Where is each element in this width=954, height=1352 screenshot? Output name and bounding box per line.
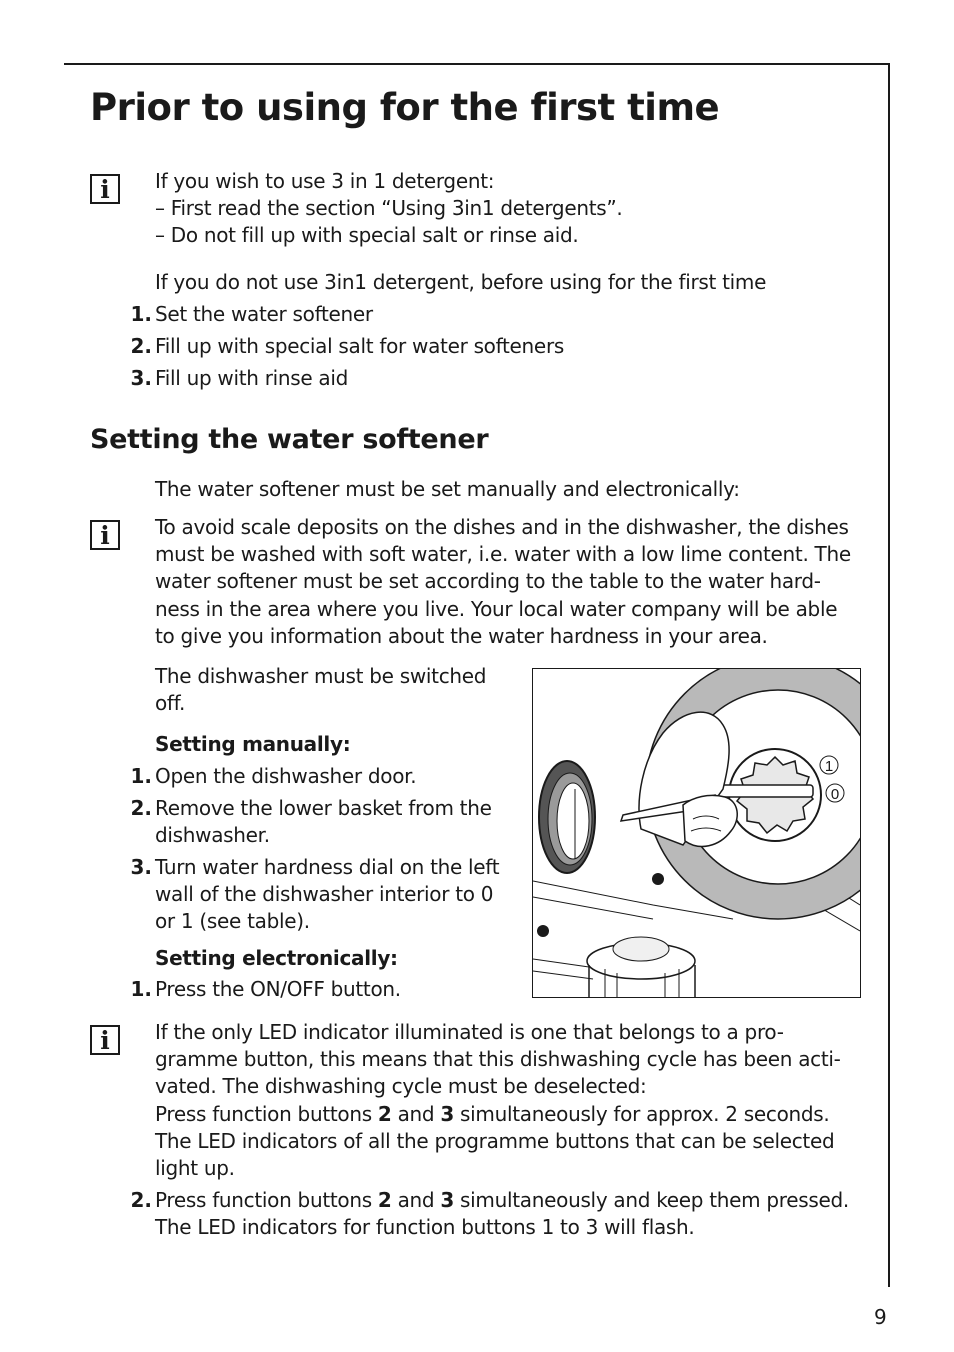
intro-note-line: – First read the section “Using 3in1 detergents”. xyxy=(155,196,623,220)
dial-drawing xyxy=(533,669,860,997)
press-text: Press function buttons xyxy=(155,1102,378,1126)
info-icon: i xyxy=(90,174,120,204)
step-number: 3. xyxy=(130,366,152,390)
intro-lead: If you do not use 3in1 detergent, before using for the first time xyxy=(155,270,767,294)
page-number: 9 xyxy=(874,1305,887,1329)
intro-note-line: If you wish to use 3 in 1 detergent: xyxy=(155,169,495,193)
electronic-step: Press the ON/OFF button. xyxy=(155,977,401,1001)
manual-step-line: Open the dishwasher door. xyxy=(155,764,417,788)
step-number: 1. xyxy=(130,302,152,326)
switched-off-line: The dishwasher must be switched xyxy=(155,664,487,688)
intro-step: Fill up with rinse aid xyxy=(155,366,349,390)
press-text: and xyxy=(391,1188,441,1212)
step-number: 1. xyxy=(130,977,152,1001)
info-icon: i xyxy=(90,1025,120,1055)
side-rule xyxy=(888,63,890,1287)
softener-note-line: To avoid scale deposits on the dishes and in the dishwasher, the dishes xyxy=(155,515,849,539)
manual-step-line: dishwasher. xyxy=(155,823,270,847)
electronic-note-line: vated. The dishwashing cycle must be deselected: xyxy=(155,1074,647,1098)
manual-step-line: Remove the lower basket from the xyxy=(155,796,492,820)
electronic-note-line: gramme button, this means that this dishwashing cycle has been acti- xyxy=(155,1047,841,1071)
softener-note-line: water softener must be set according to the table to the water hard- xyxy=(155,569,821,593)
intro-step: Fill up with special salt for water softeners xyxy=(155,334,564,358)
manual-step-line: or 1 (see table). xyxy=(155,909,310,933)
press-text: simultaneously and keep them pressed. xyxy=(454,1188,849,1212)
electronic-heading: Setting electronically: xyxy=(155,946,398,970)
softener-note-line: must be washed with soft water, i.e. water with a low lime content. The xyxy=(155,542,851,566)
intro-step: Set the water softener xyxy=(155,302,373,326)
electronic-step-2 xyxy=(155,1187,849,1214)
info-icon: i xyxy=(90,520,120,550)
softener-note-line: ness in the area where you live. Your local water company will be able xyxy=(155,597,838,621)
step-number: 3. xyxy=(130,855,152,879)
dial-label-0: 0 xyxy=(830,786,840,803)
softener-note-line: to give you information about the water hardness in your area. xyxy=(155,624,768,648)
electronic-note-line: If the only LED indicator illuminated is one that belongs to a pro- xyxy=(155,1020,784,1044)
page-title: Prior to using for the first time xyxy=(90,86,720,129)
manual-step-line: Turn water hardness dial on the left xyxy=(155,855,500,879)
top-rule xyxy=(64,63,890,65)
manual-step-line: wall of the dishwasher interior to 0 xyxy=(155,882,494,906)
press-text: Press function buttons xyxy=(155,1188,378,1212)
step-number: 2. xyxy=(130,334,152,358)
electronic-step-2-line: The LED indicators for function buttons 1 to 3 will flash. xyxy=(155,1215,695,1239)
switched-off-line: off. xyxy=(155,691,186,715)
button-number: 3 xyxy=(440,1188,454,1212)
section-heading: Setting the water softener xyxy=(90,424,489,455)
step-number: 1. xyxy=(130,764,152,788)
water-softener-dial-illustration xyxy=(532,668,861,998)
button-number: 2 xyxy=(377,1102,392,1126)
led-line: The LED indicators of all the programme buttons that can be selected xyxy=(155,1129,835,1153)
press-text: simultaneously for approx. 2 seconds. xyxy=(454,1102,830,1126)
press-buttons-line xyxy=(155,1101,829,1128)
softener-intro: The water softener must be set manually and electronically: xyxy=(155,477,740,501)
press-text: and xyxy=(391,1102,441,1126)
manual-heading: Setting manually: xyxy=(155,732,351,756)
step-number: 2. xyxy=(130,1188,152,1212)
button-number: 2 xyxy=(377,1188,392,1212)
step-number: 2. xyxy=(130,796,152,820)
intro-note-line: – Do not fill up with special salt or rinse aid. xyxy=(155,223,579,247)
button-number: 3 xyxy=(440,1102,454,1126)
led-line: light up. xyxy=(155,1156,235,1180)
dial-label-1: 1 xyxy=(824,758,834,775)
